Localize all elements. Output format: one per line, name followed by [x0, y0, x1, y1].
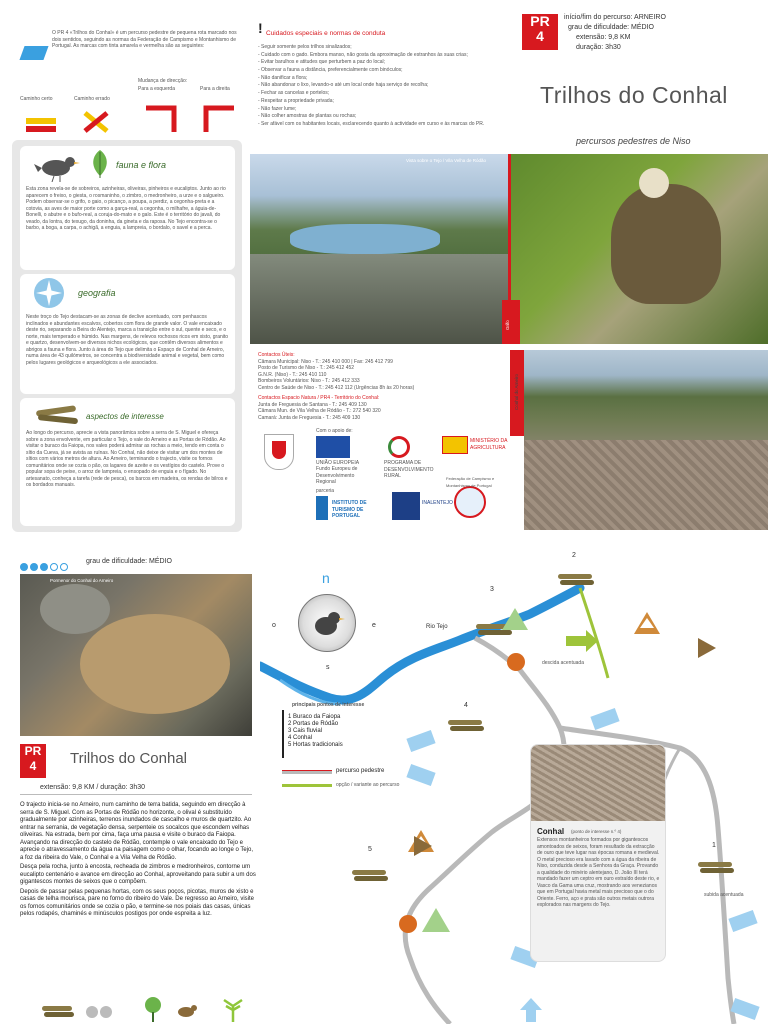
tejo-caption: Vista sobre o Tejo / Vila Velha de Ródão	[406, 158, 487, 163]
contact-line: Bombeiros Voluntários: Niso - T.: 245 412 333	[258, 378, 360, 384]
cuidados-item: - Respeitar a propriedade privada;	[258, 97, 334, 104]
subida-label: subida acentuada	[704, 892, 744, 898]
lower-rule	[20, 794, 252, 795]
sign-label-direita: Para a direita	[200, 86, 230, 92]
contacts-list-2	[258, 402, 508, 422]
map-legend	[270, 702, 420, 812]
fauna-title: fauna e flora	[116, 160, 167, 170]
point-4-label: 4	[464, 702, 468, 709]
feder-label: Fundo Europeu de Desenvolvimento Regional	[316, 466, 358, 485]
conhal-photo	[20, 574, 252, 736]
parceria-label: parceria	[316, 488, 335, 494]
turismo-label: INSTITUTO DE TURISMO DE PORTUGAL	[332, 500, 367, 519]
contact-line: Câmara Municipal: Niso - T.: 245 410 000 | Fax: 245 412 799	[258, 358, 393, 365]
lower-body	[20, 802, 256, 921]
point-1-logs-icon	[696, 858, 736, 878]
logos-section	[258, 428, 508, 532]
cuidados-item: - Seguir somente pelos trilhos sinalizados;	[258, 44, 352, 50]
bird-flag-icon	[412, 834, 434, 858]
point-2-logs-icon	[556, 570, 596, 590]
contact-line: Camará: Junta de Freguesia - T.: 245 409 130	[258, 414, 361, 421]
bird-flag-icon	[696, 636, 718, 660]
tree-icon	[420, 906, 452, 938]
geografia-text: Neste troço do Tejo destacam-se as zonas de declive acentuado, com penhascos inclinados e abundantes escalvos, cobertos com flora de grande valor. O vale encaixado deste rio, separando a Beira do Alentejo, marca a transição entre o sul, quente e seco, e o norte, mais temperado e húmido. Nas margens, de relevos rochosos ricos em xisto, granito e quartzo, desenvolvem-se diversos nichos ecológicos, que contêm diversos alimentos e abrigos a fauna e flora. Junto à área do Tejo que delimita o Espaço de Conhal de Arneiro, numa área de 43 quilómetros, se concentra a biodiversidade animal e vegetal, bem como pelos lugares geológicos e arqueológicos a ele associados.	[26, 314, 229, 366]
inicio-text: início/fim do percurso: ARNEIRO	[564, 14, 666, 21]
contacts-title-2: Contactos Espacio Natura / PR4 - Território do Conhal:	[258, 395, 380, 401]
leaf-icon	[88, 148, 112, 178]
legend-list	[288, 714, 343, 749]
point-5-logs-icon	[350, 866, 390, 886]
binoculars-icon	[590, 706, 620, 730]
bottom-icons	[40, 996, 250, 1022]
point-3-label: 3	[490, 586, 494, 593]
aspectos-box	[20, 398, 235, 526]
cuidados-item: - Fechar as cancelas e portelos;	[258, 90, 330, 97]
geografia-box	[20, 274, 235, 394]
legend-title: principais pontos de interesse	[292, 702, 365, 708]
caminho-errado-sign	[82, 110, 110, 134]
body-paragraph: Depois de passar pelas pequenas hortas, com os seus poços, picotas, muros de xisto e casas de telha mourisca, pare no forno do ribeiro do Vale. De regresso ao Arneiro, visite os fornos comunitários onde se cozia o pão, e termine-se nos poiais das casas, únicas pelos rodapés, chaminés e minúsculos postigos por onde espreita a luz.	[20, 888, 255, 917]
tejo-photo	[250, 154, 508, 344]
contact-line: G.N.R. (Niso) - T.: 245 410 110	[258, 371, 327, 378]
tree-icon	[142, 996, 164, 1022]
red-tab-1-label: Grifo	[505, 320, 510, 330]
fire-icon	[398, 914, 418, 934]
compass-bird-icon	[308, 606, 348, 640]
cuidados-section	[256, 18, 508, 148]
eu-flag-logo	[316, 436, 350, 458]
contact-line: Câmara Mun. de Vila Velha de Ródão - T.: 272 540 320	[258, 408, 381, 414]
legend-item: 1 Buraco da Faiopa	[288, 714, 341, 720]
proder-logo	[388, 436, 410, 458]
geografia-title: geografia	[78, 288, 116, 298]
proder-label: PROGRAMA DE DESENVOLVIMENTO RURAL	[384, 460, 434, 479]
legend-variante: opção / variante ao percurso	[336, 782, 400, 788]
intro-section	[12, 24, 248, 134]
compass-e: e	[372, 622, 376, 629]
legend-bar	[282, 710, 284, 758]
legend-variante-line	[282, 784, 332, 787]
cuidados-title: Cuidados especiais e normas de conduta	[266, 30, 386, 37]
sign-label-errado: Caminho errado	[74, 96, 110, 102]
conhal-info-box	[530, 744, 666, 962]
fire-icon	[506, 652, 526, 672]
direction-arrow-icon	[564, 630, 598, 652]
caminho-certo-sign	[26, 118, 56, 132]
cuidados-item: - Cuidado com o gado. Embora manso, não gosta da aproximação de estranhos às suas crias;	[258, 51, 468, 58]
fauna-box	[20, 146, 235, 270]
lower-pr-badge: PR 4	[20, 744, 46, 778]
header-info	[520, 12, 760, 152]
turn-left-sign	[144, 104, 178, 134]
tree-icon	[500, 606, 530, 636]
pr-badge: PR 4	[522, 14, 558, 50]
conhal-box-title: Conhal	[537, 827, 565, 836]
body-paragraph: Desça pela rocha, junto à encosta, recheada de zimbros e medronheiros, contorne um eucalipto centenário e avance em direcção ao Conhal, aproveitando para subir a um dos gigantescos montes de seixos que o compõem.	[20, 864, 256, 885]
contact-line: Posto de Turismo de Niso - T.: 245 412 452	[258, 365, 355, 371]
cuidados-item: - Evitar barulhos e atitudes que perturbem a paz do local;	[258, 59, 386, 66]
binoculars-icon	[730, 996, 760, 1020]
red-tab-2-label: Conhal do Arneiro	[514, 373, 519, 410]
main-title: Trilhos do Conhal	[540, 82, 728, 108]
aspectos-text: Ao longo do percurso, aprecie a vista panorâmica sobre a serra de S. Miguel e ofereça sobre a zona envolvente, em particular o Tejo, o vale do Arneiro e as Portas de Ródão. Ao visitar o buraco da Faiopa, nos vales poderá admirar as rochas a meio, tendo em conta o sítio da Cueva, já se avista as ruínas. No Conhal, não deixe de visitar um dos montes de sítios com vários metros de altura. Ao Arneiro, terminando o trajecto, visite os fornos comunitários onde se cozia o pão, os lagares de azeite e os vestígios do castelo. Prove o popular sopa de peixe, o arroz de lampreia, o ensopado de enguia e o fígado. No artesanato, conheça a tarefa (rede de pesca), os barcos em madeira, os rendas de bilros e os bordados manuais.	[26, 430, 228, 488]
legend-percurso-line	[282, 770, 332, 774]
conhal-box-text: Extensos montanheiros formados por gigantescos amontoados de seixos, foram resultado da extracção de ouro que teve lugar nas épocas romana e medieval. O metal precioso era lavado com a água da ribeira de Niso, conduzida desde a Senhora da Graça. Provando a qualidade do minério alentejano, D. João III terá mandado fazer um ceptro em ouro extraído deste rio, e Vasco da Gama uma cruz, mostrando aos venezianos que em Portugal havia metal mais precioso que o do Oriente. Ferro, aço e prata são outros metais outrora explorados nas margens do Tejo.	[537, 837, 660, 908]
cuidados-item: - Não fazer lume;	[258, 105, 297, 112]
sign-label-esquerda: Para a esquerda	[138, 86, 175, 92]
apoio-label: Com o apoio de:	[316, 428, 353, 434]
binoculars-icon	[84, 1000, 114, 1020]
legend-item: 4 Conhal	[288, 735, 313, 741]
cuidados-item: - Não danificar a flora;	[258, 74, 308, 81]
duracao-text: duração: 3h30	[576, 44, 621, 51]
vulture-photo	[511, 154, 768, 344]
lower-meta: extensão: 9,8 KM / duração: 3h30	[40, 784, 146, 791]
legend-item: 2 Portas de Ródão	[288, 721, 339, 727]
sign-label-mudanca: Mudança de direcção:	[138, 78, 188, 84]
intro-text: O PR 4 «Trilhos do Conhal» é um percurso pedestre de pequena rota marcado nos dois sentidos, seguindo as normas da Federação de Campismo e Montanhismo de Portugal. As marcas com tinta amarela e vermelha são as seguintes:	[52, 30, 237, 49]
body-paragraph: O trajecto inicia-se no Arneiro, num caminho de terra batida, seguindo em direcção à serra de S. Miguel. Com as Portas de Ródão no horizonte, o olival é substituído gradualmente por azinheiras, terrenos inundados de cascalho e muros de quartzito. Ao entrar na serrania, de vegetação densa, serpenteie os socalcos que escondem velhas oliveiras. Na estrada, bem por cima, faça uma pausa e visite o buraco da Faiopa. Avançando na direcção do castelo de Ródão, contemple o vale encaixado do Tejo e aprecie o atravessamento da água na paisagem como o olhar, focando ao longe o Tejo, a foz da ribeira do Vale, o Conhal e a Vila Velha de Ródão.	[20, 802, 254, 861]
bird-icon	[34, 152, 80, 182]
inalentejo-label: INALENTEJO	[422, 500, 453, 506]
cuidados-item: - Observar a fauna a distância, preferencialmente com binóculos;	[258, 67, 403, 74]
conhal-box-subtitle: (ponto de interesse n.º 4)	[571, 829, 622, 834]
compass-s: s	[326, 664, 330, 671]
binoculars-icon	[728, 908, 758, 932]
point-1-label: 1	[712, 842, 716, 849]
cork-tree-icon	[220, 996, 246, 1022]
bird-icon	[174, 1000, 200, 1020]
main-subtitle: percursos pedestres de Niso	[576, 136, 691, 146]
turismo-logo	[316, 496, 328, 520]
cuidados-item: - Não colher amostras de plantas ou rochas;	[258, 113, 357, 120]
extensao-text: extensão: 9,8 KM	[576, 34, 631, 41]
rio-label: Rio Tejo	[426, 624, 448, 630]
point-2-label: 2	[572, 552, 576, 559]
gov-label: MINISTÉRIO DA AGRICULTURA	[470, 438, 508, 451]
wood-logs-icon	[40, 1002, 76, 1020]
bird-marker-icon	[19, 46, 48, 60]
info-panel	[12, 140, 242, 532]
lower-title: Trilhos do Conhal	[70, 750, 188, 767]
aspectos-title: aspectos de interesse	[86, 412, 164, 421]
cuidados-item: - Ser afável com os habitantes locais, esclarecendo quanto à actividade em curso e às marcas do PR.	[258, 120, 485, 127]
eu-label: UNIÃO EUROPEIA	[316, 460, 360, 466]
turn-right-sign	[202, 104, 236, 134]
contacts-section	[258, 352, 508, 424]
municipal-crest-logo	[264, 434, 294, 470]
contact-line: Junta de Freguesia de Santana - T.: 245 409 130	[258, 401, 367, 408]
compass-rose-icon	[32, 276, 66, 310]
point-5-label: 5	[368, 846, 372, 853]
cuidados-list	[258, 44, 506, 129]
contact-line: Centro de Saúde de Niso - T.: 245 412 112 (Urgências 8h às 20 horas)	[258, 384, 415, 391]
conhal-box-photo	[531, 745, 666, 821]
warning-icon: !	[258, 20, 263, 36]
contacts-list-1	[258, 359, 508, 392]
grau-text: grau de dificuldade: MÉDIO	[568, 24, 654, 31]
lower-grau: grau de dificuldade: MÉDIO	[86, 558, 172, 565]
sign-label-certo: Caminho certo	[20, 96, 53, 102]
direction-arrow-icon	[520, 998, 542, 1022]
conhal-caption: Pormenor do Conhal do Arneiro	[50, 578, 114, 583]
legend-item: 5 Hortas tradicionais	[288, 742, 343, 748]
difficulty-dots	[20, 558, 80, 568]
contacts-title-1: Contactos Úteis:	[258, 352, 295, 358]
wood-logs-icon	[34, 402, 80, 426]
route-map	[260, 548, 768, 1024]
compass-o: o	[272, 622, 276, 629]
gov-logo	[442, 436, 468, 454]
fcmp-label: Federação de Campismo e Montanhismo de Portugal	[446, 476, 495, 488]
compass-n: n	[322, 570, 330, 586]
fcmp-logo	[454, 486, 486, 518]
landscape-photo	[524, 350, 768, 530]
legend-percurso: percurso pedestre	[336, 768, 385, 774]
fauna-text: Esta zona revela-se de sobreiros, azinheiras, oliveiras, pinheiros e eucaliptos. Junto ao rio aparecem o freixo, o giesta, o rosmaninho, o zimbro, o medronheiro, a urze e o salgueiro. Podem observar-se o grifo, o gaio, o picanço, a poupa, a perdiz, a cegonha-preta e a cotovia, as aves de maior porte como a garça-real, a cegonha, o milhafre, a águia-de-Bonelli, o abutre e o bufo-real, a coruja-do-mato e o galo. Este é o território do javali, do veado, da lontra, do texugo, da doninha, da gineta e da raposa. No Tejo encontra-se o barbo, a boga, a carpa, o achigã, a enguia, a lampreia, o bordalo, o savel e a perca.	[26, 186, 226, 231]
inalentejo-logo	[392, 492, 420, 520]
point-4-logs-icon	[446, 716, 486, 736]
legend-item: 3 Cais fluvial	[288, 728, 323, 734]
map-compass	[272, 570, 376, 671]
cuidados-item: - Não abandonar o lixo, levando-o até um local onde haja serviço de recolha;	[258, 82, 429, 89]
descida-label: descida acentuada	[542, 660, 584, 666]
mountain-icon	[632, 608, 662, 638]
